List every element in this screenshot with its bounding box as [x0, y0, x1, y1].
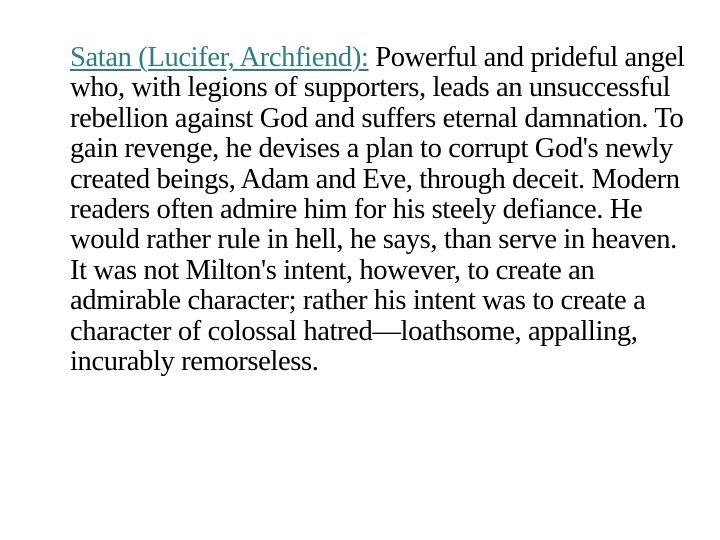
- character-description: [70, 43, 695, 377]
- description-text-1: Powerful and prideful angel who, with legions of supporters, leads an unsuccessful rebellion against God and suffers eternal damnation. To gain revenge, he devises a plan to corrupt God's newly created beings, Adam and Eve, through deceit. Modern readers often admire him for his steely defiance. He would rather rule: [70, 42, 685, 256]
- description-text-2: in hell, he says, than serve in heaven. It was not Milton's intent, however, to create an admirable character; rather his intent was to create a character of colossal hatred—loathsome, appalling, incurably remorseless.: [70, 224, 677, 378]
- character-name-link[interactable]: Satan (Lucifer, Archfiend):: [70, 42, 369, 73]
